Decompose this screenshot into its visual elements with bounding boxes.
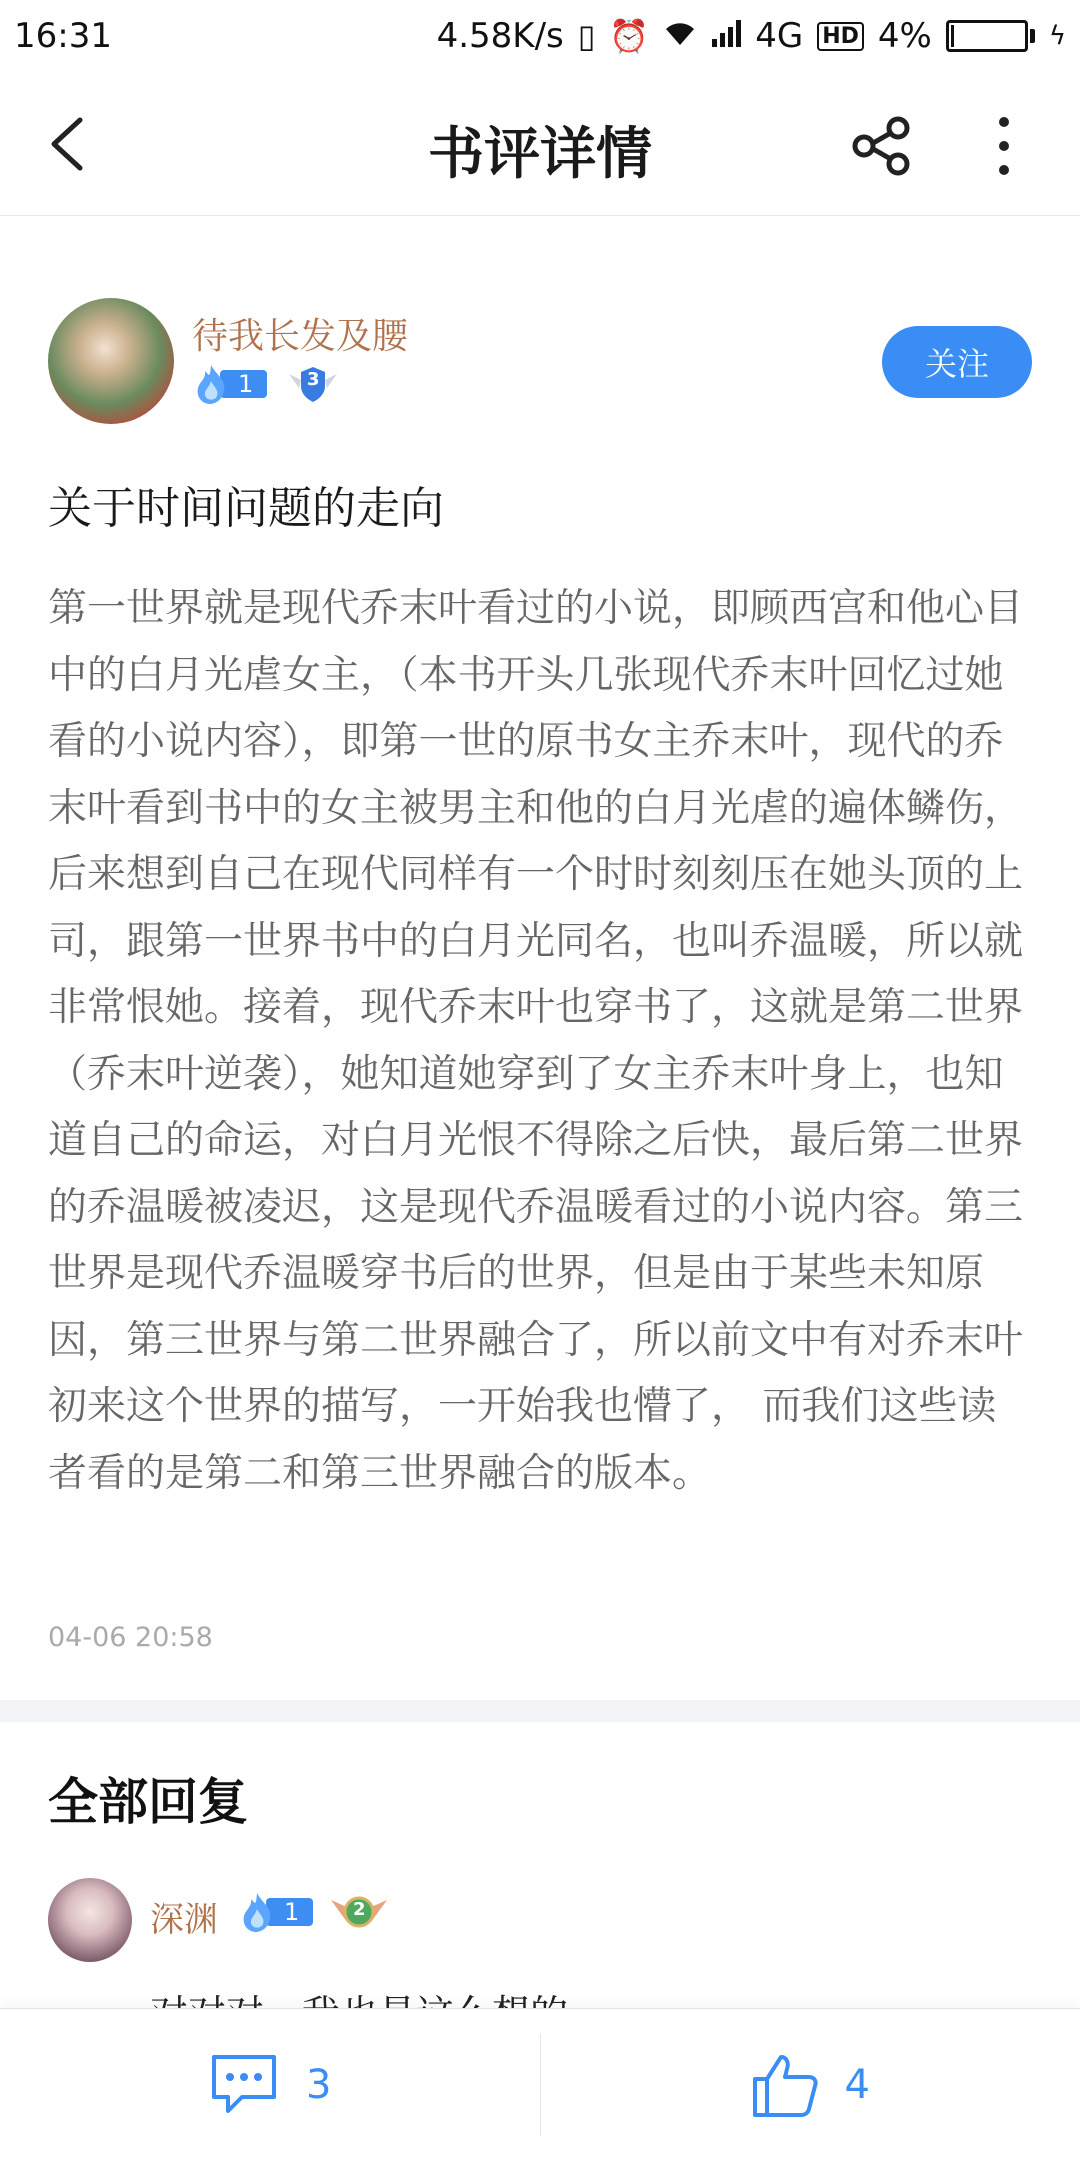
comment-icon [208,2053,280,2117]
signal-icon [711,17,741,55]
page-title: 书评详情 [428,121,652,187]
app-header [0,72,1080,216]
alarm-icon: ⏰ [609,17,650,55]
status-time: 16:31 [14,16,112,56]
follow-button[interactable]: 关注 [882,326,1032,398]
thumbs-up-icon [751,2051,819,2119]
flame-icon [192,363,230,405]
review-title: 关于时间问题的走向 [48,483,444,534]
comment-button[interactable] [0,2009,540,2160]
network-type: 4G [755,16,804,56]
vibrate-icon: ▯ [577,17,596,55]
replies-section [0,1722,1080,2008]
share-icon [850,114,914,178]
review-section [0,216,1080,1700]
medal-number: 2 [353,1899,366,1920]
wifi-icon [663,17,697,55]
section-divider [0,1700,1080,1722]
review-body: 第一世界就是现代乔末叶看过的小说，即顾西宫和他心目中的白月光虐女主，（本书开头几张现代乔末叶回忆过她看的小说内容），即第一世的原书女主乔末叶，现代的乔末叶看到书中的女主被男主和他的白月光虐的遍体鳞伤，后来想到自己在现代同样有一个时时刻刻压在她头顶的上司，跟第一世界书中的白月光同名，也叫乔温暖，所以就非常恨她。接着，现代乔末叶也穿书了，这就是第二世界（乔末叶逆袭），她知道她穿到了女主乔末叶身上，也知道自己的命运，对白月光恨不得除之后快，最后第二世界的乔温暖被凌迟，这是现代乔温暖看过的小说内容。第三世界是现代乔温暖穿书后的世界，但是由于某些未知原因，第三世界与第二世界融合了，所以前文中有对乔末叶初来这个世界的描写，一开始我也懵了， 而我们这些读者看的是第二和第三世界融合的版本。 [48,586,1024,1496]
medal-number: 3 [307,369,320,390]
charging-icon: ϟ [1048,21,1066,51]
battery-icon [946,20,1035,52]
more-vertical-icon [998,116,1010,176]
author-avatar[interactable] [48,298,174,424]
status-bar [0,0,1080,72]
level-number: 1 [266,1898,313,1926]
author-name[interactable]: 待我长发及腰 [192,316,409,357]
battery-percent: 4% [877,16,932,56]
reply-avatar[interactable] [48,1878,132,1962]
replies-heading: 全部回复 [48,1772,248,1831]
reply-text [150,1984,568,2008]
status-icons [437,16,1066,56]
like-count: 4 [844,2061,870,2108]
more-button[interactable] [980,110,1028,182]
bottom-action-bar [0,2008,1080,2160]
level-number: 1 [220,370,267,398]
reply-badges [238,1892,389,1932]
level-badge [192,367,267,401]
comment-count: 3 [306,2061,332,2108]
share-button[interactable] [846,110,918,182]
medal-shield-icon [285,364,341,404]
like-button[interactable] [541,2009,1080,2160]
reply-author-name[interactable]: 深渊 [150,1900,218,1940]
author-badges [192,364,341,404]
flame-icon [238,1891,276,1933]
medal-wings-icon [329,1892,389,1932]
network-speed: 4.58K/s [436,16,564,56]
level-badge [238,1895,313,1929]
hd-badge: HD [817,22,864,51]
review-date: 04-06 20:58 [48,1622,213,1653]
